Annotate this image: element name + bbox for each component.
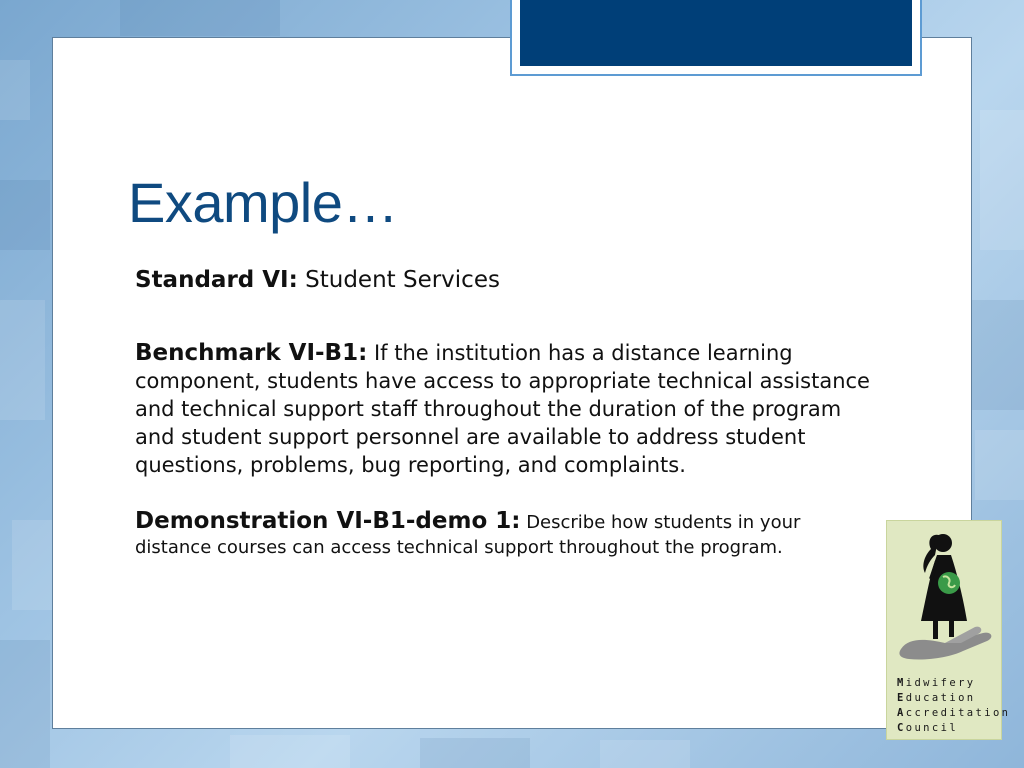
slide-title: Example… bbox=[128, 171, 398, 234]
logo-line-accreditation: Accreditation bbox=[897, 707, 1011, 719]
benchmark-lead: Benchmark VI-B1: bbox=[135, 340, 368, 366]
mearc-logo bbox=[886, 520, 1011, 740]
midwife-figure-icon bbox=[887, 521, 1003, 669]
benchmark-text: If the institution has a distance learning component, students have access to appropriate technical assistance and technical support staff throughout the duration of the program and student support personnel are available to address student questions, problems, bug reporting, and complaints. bbox=[135, 341, 870, 477]
logo-line-council: Council bbox=[897, 722, 959, 734]
header-frame bbox=[510, 0, 922, 76]
standard-lead: Standard VI: bbox=[135, 267, 298, 293]
standard-text: Student Services bbox=[297, 267, 500, 293]
demonstration-lead: Demonstration VI-B1-demo 1: bbox=[135, 508, 521, 534]
logo-line-education: Education bbox=[897, 692, 976, 704]
slide-content bbox=[135, 262, 875, 560]
logo-text bbox=[897, 676, 1011, 736]
benchmark-paragraph bbox=[135, 339, 875, 479]
demonstration-paragraph bbox=[135, 509, 875, 560]
demonstration-text: Describe how students in your distance courses can access technical support throughout the program. bbox=[135, 512, 801, 558]
logo-line-midwifery: Midwifery bbox=[897, 677, 976, 689]
standard-paragraph bbox=[135, 262, 875, 298]
header-bar bbox=[520, 0, 912, 66]
